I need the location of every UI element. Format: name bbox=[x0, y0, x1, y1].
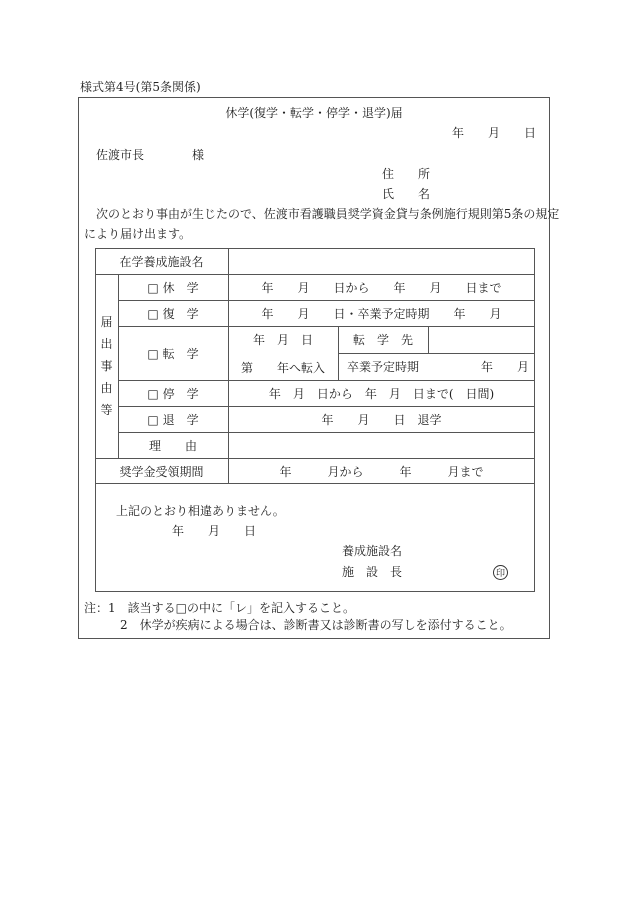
body-text-line1: 次のとおり事由が生じたので、佐渡市看護職員奨学資金貸与条例施行規則第5条の規定 bbox=[96, 207, 560, 221]
scholarship-period-label: 奨学金受領期間 bbox=[119, 464, 204, 479]
address-label: 住 所 bbox=[382, 167, 431, 181]
name-label: 氏 名 bbox=[382, 187, 431, 201]
note-1: 注：1 該当する□の中に「レ」を記入すること。 bbox=[84, 601, 355, 615]
addressee: 佐渡市長 様 bbox=[96, 148, 205, 162]
facility-name-label: 養成施設名 bbox=[342, 544, 403, 558]
reason-label: 理 由 bbox=[148, 438, 197, 453]
reason-field[interactable] bbox=[228, 432, 535, 458]
note-2: 2 休学が疾病による場合は、診断書又は診断書の写しを添付すること。 bbox=[120, 618, 512, 632]
return-checkbox-label[interactable]: □ 復 学 bbox=[147, 306, 199, 321]
suspension-checkbox-label[interactable]: □ 停 学 bbox=[147, 386, 199, 401]
withdrawal-checkbox-label[interactable]: □ 退 学 bbox=[147, 412, 199, 427]
transfer-destination-field[interactable] bbox=[428, 326, 535, 353]
withdrawal-date-field[interactable]: 年 月 日 退学 bbox=[321, 412, 442, 427]
transfer-date-field[interactable]: 年 月 日 bbox=[252, 332, 313, 347]
return-date-field[interactable]: 年 月 日・卒業予定時期 年 月 bbox=[261, 306, 502, 321]
body-text-line2: により届け出ます。 bbox=[84, 227, 192, 241]
transfer-destination-label: 転 学 先 bbox=[352, 333, 413, 347]
leave-period-field[interactable]: 年 月 日から 年 月 日まで bbox=[261, 280, 502, 295]
graduation-label: 卒業予定時期 bbox=[346, 360, 419, 374]
graduation-date-field[interactable]: 年 月 bbox=[480, 360, 529, 374]
school-name-label: 在学養成施設名 bbox=[119, 254, 204, 269]
confirmation-date[interactable]: 年 月 日 bbox=[172, 524, 257, 538]
reason-group-label: 届 出 事 由 等 bbox=[100, 315, 113, 417]
form-number-label: 様式第4号(第5条関係) bbox=[80, 80, 201, 94]
form-title: 休学(復学・転学・停学・退学)届 bbox=[225, 106, 403, 120]
confirmation-text: 上記のとおり相違ありません。 bbox=[116, 504, 285, 518]
school-name-field[interactable] bbox=[228, 248, 535, 274]
suspension-period-field[interactable]: 年 月 日から 年 月 日まで( 日間) bbox=[268, 386, 495, 401]
transfer-checkbox-label[interactable]: □ 転 学 bbox=[147, 346, 199, 361]
seal-icon: 印 bbox=[493, 565, 508, 580]
transfer-year-field[interactable]: 第 年へ転入 bbox=[240, 360, 325, 375]
confirmation-box bbox=[95, 484, 535, 592]
leave-checkbox-label[interactable]: □ 休 学 bbox=[147, 280, 199, 295]
submission-date[interactable]: 年 月 日 bbox=[452, 126, 537, 140]
scholarship-period-field[interactable]: 年 月から 年 月まで bbox=[279, 464, 484, 479]
facility-director-label: 施 設 長 bbox=[342, 565, 403, 579]
